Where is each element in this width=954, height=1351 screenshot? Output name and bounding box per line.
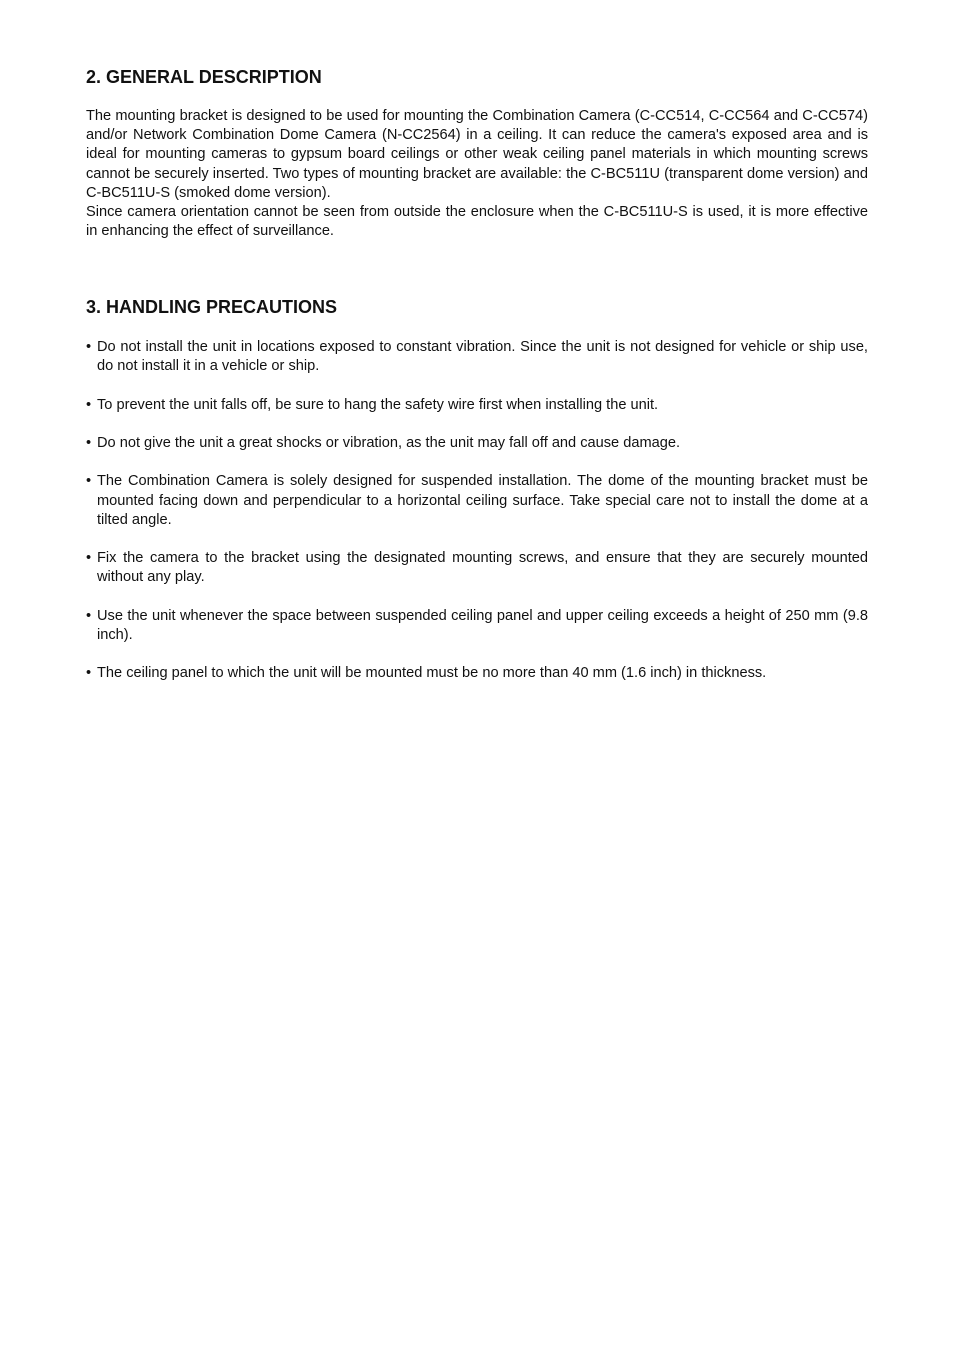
list-item-text: The ceiling panel to which the unit will be mounted must be no more than 40 mm (1.6 inch) in thickness. (97, 665, 767, 682)
general-description-body (86, 107, 868, 241)
list-item-text: Do not give the unit a great shocks or vibration, as the unit may fall off and cause damage. (97, 434, 681, 451)
list-item (86, 607, 868, 645)
list-item (86, 549, 868, 587)
list-item-text: To prevent the unit falls off, be sure to hang the safety wire first when installing the unit. (97, 396, 659, 413)
bullet-symbol: • (86, 339, 92, 355)
general-description-paragraph: The mounting bracket is designed to be used for mounting the Combination Camera (C-CC514, C-CC564 and C-CC574) and/or Network Combination Dome Camera (N-CC2564) in a ceiling. It can reduce the camera's exposed area and is ideal for mounting cameras to gypsum board ceilings or other weak ceiling panel materials in which mounting screws cannot be securely inserted. Two types of mounting bracket are available: the C-BC511U (transparent dome version) and C-BC511U-S (smoked dome version). (86, 108, 868, 201)
list-item (86, 664, 868, 683)
bullet-symbol: • (86, 396, 92, 413)
bullet-symbol: • (86, 434, 92, 451)
list-item-text: Fix the camera to the bracket using the designated mounting screws, and ensure that they are securely mounted without any play. (97, 550, 868, 586)
list-item-text: The Combination Camera is solely designed for suspended installation. The dome of the mounting bracket must be mounted facing down and perpendicular to a horizontal ceiling surface. Take special care not to install the dome at a tilted angle. (97, 473, 868, 528)
list-item-text: Do not install the unit in locations exposed to constant vibration. Since the unit is not designed for vehicle or ship use, do not install it in a vehicle or ship. (97, 339, 868, 375)
bullet-symbol: • (86, 665, 92, 682)
list-item-text: Use the unit whenever the space between suspended ceiling panel and upper ceiling exceeds a height of 250 mm (9.8 inch). (97, 607, 868, 643)
bullet-symbol: • (86, 607, 92, 624)
list-item (86, 338, 868, 376)
section-title-handling-precautions: 3. HANDLING PRECAUTIONS (86, 297, 338, 317)
handling-precautions-list (86, 338, 868, 703)
general-description-paragraph: Since camera orientation cannot be seen from outside the enclosure when the C-BC511U-S is used, it is more effective in enhancing the effect of surveillance. (86, 204, 868, 240)
bullet-symbol: • (86, 473, 92, 490)
list-item (86, 396, 868, 415)
bullet-symbol: • (86, 550, 92, 567)
section-title-general-description: 2. GENERAL DESCRIPTION (86, 67, 322, 87)
list-item (86, 434, 868, 453)
list-item (86, 472, 868, 530)
